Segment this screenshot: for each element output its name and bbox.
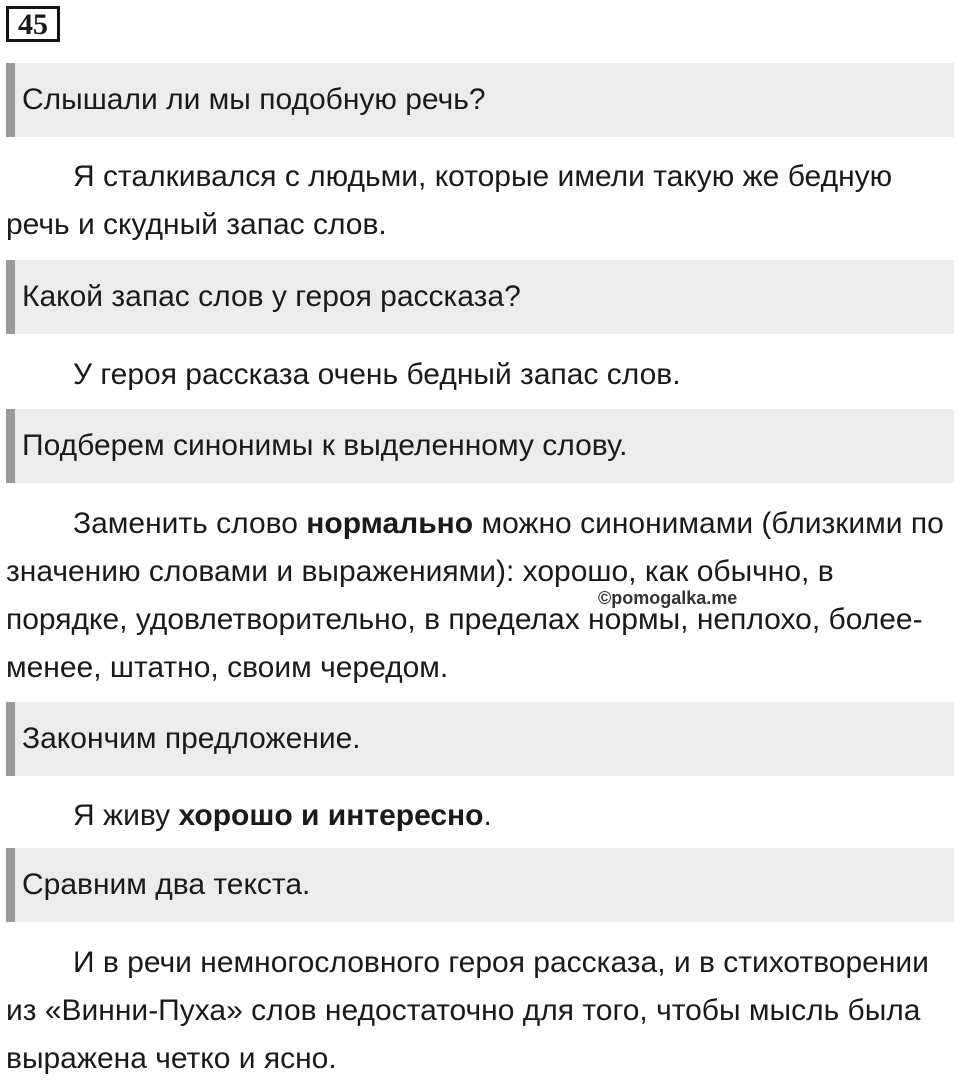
answer-paragraph	[6, 792, 954, 840]
question-text: Сравним два текста.	[22, 868, 311, 901]
answer-text: Я сталкивался с людьми, которые имели такую же бедную речь и скудный запас слов.	[6, 160, 893, 241]
answer-text: Я живу	[73, 799, 179, 832]
answer-paragraph	[6, 939, 954, 1083]
answer-paragraph	[6, 153, 954, 249]
answer-text: И в речи немногословного героя рассказа, и в стихотворении из «Винни-Пуха» слов недостаточно для того, чтобы мысль была выражена четко и ясно.	[6, 946, 929, 1075]
highlighted-word: нормально	[306, 507, 474, 540]
question-bar	[6, 702, 954, 776]
answer-text: .	[483, 799, 492, 832]
question-bar	[6, 260, 954, 334]
watermark: ©pomogalka.me	[598, 588, 738, 608]
answer-paragraph	[6, 500, 954, 692]
question-text: Какой запас слов у героя рассказа?	[22, 280, 521, 313]
task-number: 45	[6, 6, 60, 42]
answer-text: можно синонимами (близкими по значению словами и выражениями): хорошо, как обычно, в порядке, удовлетворительно, в пределах нормы, неплохо, более-менее, штатно, своим чередом.	[6, 507, 944, 684]
answer-paragraph	[6, 351, 954, 399]
question-text: Закончим предложение.	[22, 722, 361, 755]
answer-text: У героя рассказа очень бедный запас слов.	[73, 358, 681, 391]
question-text: Подберем синонимы к выделенному слову.	[22, 429, 628, 462]
question-bar	[6, 848, 954, 922]
completed-phrase: хорошо и интересно	[178, 799, 484, 832]
question-bar	[6, 63, 954, 137]
question-text: Слышали ли мы подобную речь?	[22, 83, 486, 116]
question-bar	[6, 409, 954, 483]
answer-text: Заменить слово	[73, 507, 307, 540]
